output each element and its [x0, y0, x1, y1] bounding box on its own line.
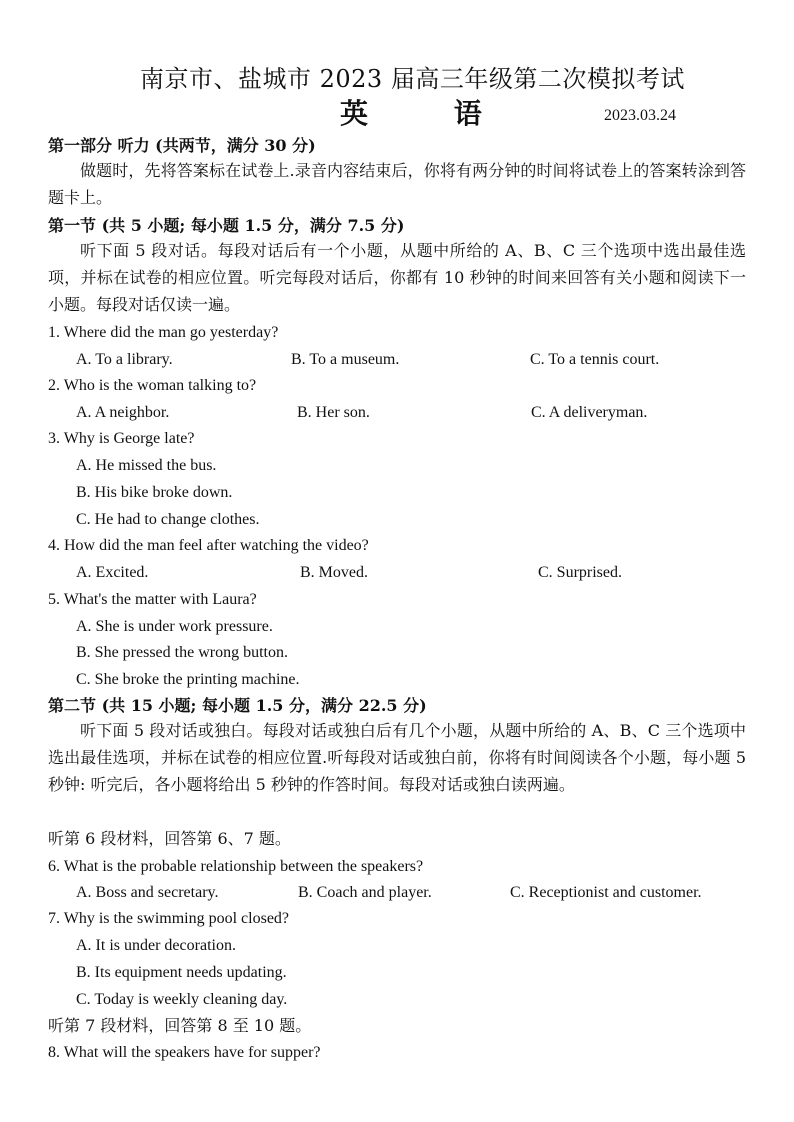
section2-instructions: 听下面 5 段对话或独白。每段对话或独白后有几个小题，从题中所给的 A、B、C 三个选项中选出最佳选项，并标在试卷的相应位置.听每段对话或独白前，你将有时间阅读各个小题，每小题 5 秒钟: 听完后，各小题将给出 5 秒钟的作答时间。每段对话或独白读两遍。 — [48, 721, 746, 794]
q5-option-b: B. She pressed the wrong button. — [76, 644, 288, 661]
q2-option-c: C. A deliveryman. — [531, 404, 648, 421]
q6-option-c: C. Receptionist and customer. — [510, 884, 702, 901]
exam-date: 2023.03.24 — [604, 107, 676, 124]
section1-heading: 第一节 (共 5 小题; 每小题 1.5 分，满分 7.5 分) — [48, 216, 405, 235]
q2-option-a: A. A neighbor. — [76, 404, 170, 421]
question-6: 6. What is the probable relationship between the speakers? — [48, 858, 424, 875]
q4-option-b: B. Moved. — [300, 564, 368, 581]
q5-option-c: C. She broke the printing machine. — [76, 671, 300, 688]
q6-option-b: B. Coach and player. — [298, 884, 432, 901]
q4-option-c: C. Surprised. — [538, 564, 622, 581]
part1-instructions: 做题时，先将答案标在试卷上.录音内容结束后，你将有两分钟的时间将试卷上的答案转涂到答题卡上。 — [48, 161, 746, 207]
q1-option-c: C. To a tennis court. — [530, 351, 660, 368]
q7-option-c: C. Today is weekly cleaning day. — [76, 991, 288, 1008]
q1-option-b: B. To a museum. — [291, 351, 400, 368]
q5-option-a: A. She is under work pressure. — [76, 618, 273, 635]
section2-heading: 第二节 (共 15 小题; 每小题 1.5 分，满分 22.5 分) — [48, 696, 427, 715]
question-3: 3. Why is George late? — [48, 430, 195, 447]
question-5: 5. What's the matter with Laura? — [48, 591, 257, 608]
subject-title: 英 语 — [340, 97, 520, 130]
q1-option-a: A. To a library. — [76, 351, 173, 368]
material-7-note: 听第 7 段材料，回答第 8 至 10 题。 — [48, 1016, 312, 1035]
material-6-note: 听第 6 段材料，回答第 6、7 题。 — [48, 829, 291, 848]
question-4: 4. How did the man feel after watching the video? — [48, 537, 369, 554]
question-8: 8. What will the speakers have for supper? — [48, 1044, 321, 1061]
exam-title: 南京市、盐城市 2023 届高三年级第二次模拟考试 — [140, 65, 685, 93]
q3-option-b: B. His bike broke down. — [76, 484, 233, 501]
q3-option-c: C. He had to change clothes. — [76, 511, 260, 528]
section1-instructions: 听下面 5 段对话。每段对话后有一个小题，从题中所给的 A、B、C 三个选项中选出最佳选项，并标在试卷的相应位置。听完每段对话后，你都有 10 秒钟的时间来回答有关小题和阅读下一小题。每段对话仅读一遍。 — [48, 241, 746, 314]
q6-option-a: A. Boss and secretary. — [76, 884, 219, 901]
q3-option-a: A. He missed the bus. — [76, 457, 217, 474]
question-7: 7. Why is the swimming pool closed? — [48, 910, 290, 927]
q7-option-b: B. Its equipment needs updating. — [76, 964, 287, 981]
q4-option-a: A. Excited. — [76, 564, 149, 581]
q7-option-a: A. It is under decoration. — [76, 937, 236, 954]
q2-option-b: B. Her son. — [297, 404, 370, 421]
question-2: 2. Who is the woman talking to? — [48, 377, 257, 394]
question-1: 1. Where did the man go yesterday? — [48, 324, 279, 341]
part1-heading: 第一部分 听力 (共两节，满分 30 分) — [48, 136, 316, 155]
